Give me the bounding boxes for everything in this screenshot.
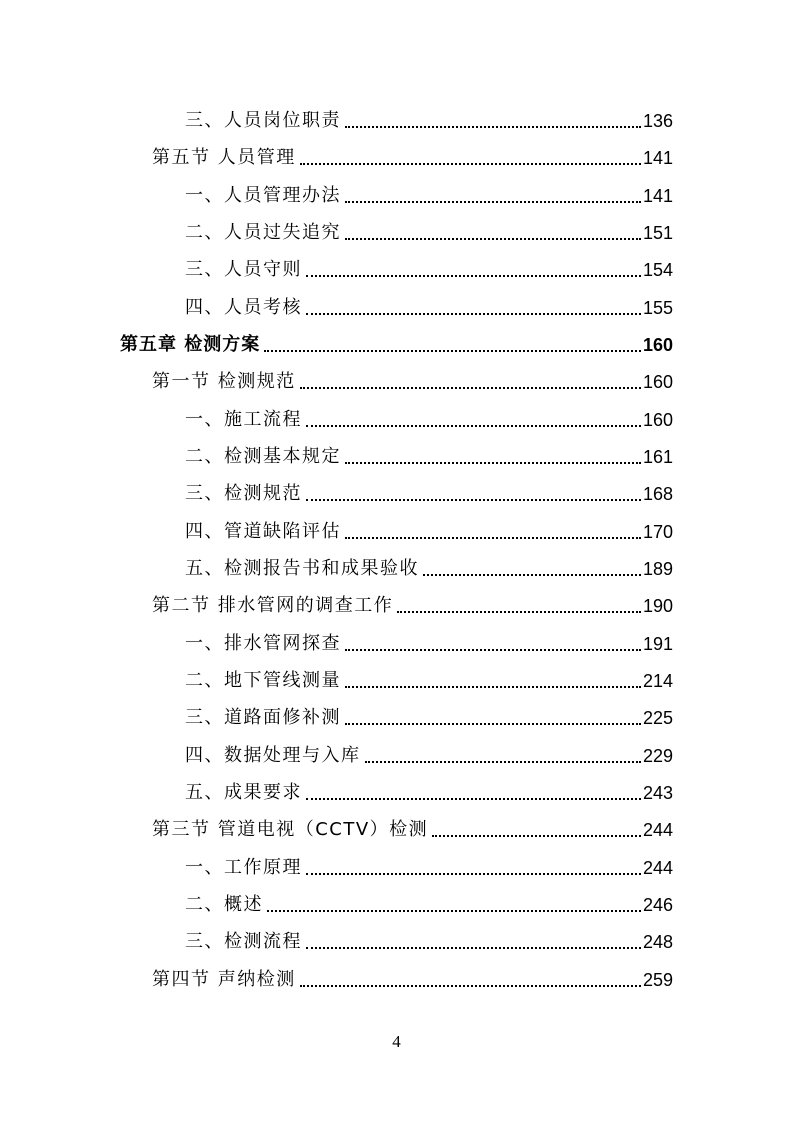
toc-leader-dots <box>345 448 641 464</box>
toc-leader-dots <box>345 224 641 240</box>
toc-entry[interactable] <box>185 627 673 655</box>
toc-leader-dots <box>306 859 641 875</box>
toc-entry-label: 三、人员守则 <box>185 259 302 280</box>
toc-entry[interactable] <box>185 440 673 468</box>
toc-entry-label: 一、工作原理 <box>185 857 302 878</box>
toc-entry[interactable] <box>185 291 673 319</box>
toc-entry[interactable] <box>185 701 673 729</box>
toc-entry[interactable] <box>185 104 673 132</box>
toc-leader-dots <box>306 485 641 501</box>
toc-entry-page: 168 <box>642 484 673 504</box>
page-number: 4 <box>392 1032 401 1051</box>
toc-entry-page: 191 <box>642 634 673 654</box>
toc-entry[interactable] <box>185 739 673 767</box>
toc-entry-page: 248 <box>642 932 673 952</box>
toc-entry-page: 214 <box>642 671 673 691</box>
toc-entry-label: 第二节 排水管网的调查工作 <box>152 595 394 616</box>
toc-entry-page: 141 <box>642 148 673 168</box>
toc-entry[interactable] <box>185 403 673 431</box>
toc-leader-dots <box>365 747 641 763</box>
toc-entry[interactable] <box>185 515 673 543</box>
toc-entry[interactable] <box>185 179 673 207</box>
toc-leader-dots <box>264 336 641 352</box>
toc-leader-dots <box>345 523 641 539</box>
toc-entry[interactable] <box>185 888 673 916</box>
toc-entry-page: 244 <box>642 820 673 840</box>
toc-entry-label: 三、检测流程 <box>185 931 302 952</box>
toc-entry-page: 243 <box>642 783 673 803</box>
toc-entry-label: 二、地下管线测量 <box>185 670 341 691</box>
toc-entry[interactable] <box>152 365 673 393</box>
toc-leader-dots <box>300 373 641 389</box>
toc-leader-dots <box>345 672 641 688</box>
toc-entry-page: 151 <box>642 223 673 243</box>
toc-entry-page: 190 <box>642 596 673 616</box>
toc-leader-dots <box>432 821 641 837</box>
toc-leader-dots <box>300 149 641 165</box>
toc-entry-page: 160 <box>642 335 673 355</box>
toc-entry-page: 225 <box>642 708 673 728</box>
toc-entry-page: 259 <box>642 970 673 990</box>
toc-entry-label: 四、人员考核 <box>185 297 302 318</box>
toc-entry-page: 160 <box>642 410 673 430</box>
toc-entry-label: 第五章 检测方案 <box>120 334 261 355</box>
toc-entry[interactable] <box>152 963 673 991</box>
toc-leader-dots <box>306 933 641 949</box>
toc-entry-label: 四、数据处理与入库 <box>185 745 361 766</box>
toc-entry-label: 二、概述 <box>185 894 263 915</box>
toc-entry-label: 三、道路面修补测 <box>185 707 341 728</box>
toc-entry-label: 第四节 声纳检测 <box>152 969 296 990</box>
toc-leader-dots <box>345 112 641 128</box>
toc-entry-label: 三、人员岗位职责 <box>185 110 341 131</box>
toc-leader-dots <box>267 896 641 912</box>
toc-leader-dots <box>345 187 641 203</box>
toc-entry-label: 一、排水管网探查 <box>185 633 341 654</box>
toc-leader-dots <box>423 560 641 576</box>
toc-entry-page: 246 <box>642 895 673 915</box>
toc-entry[interactable] <box>185 216 673 244</box>
toc-entry-page: 170 <box>642 522 673 542</box>
toc-entry-page: 155 <box>642 298 673 318</box>
toc-entry[interactable] <box>185 552 673 580</box>
toc-entry-page: 141 <box>642 186 673 206</box>
toc-entry-page: 160 <box>642 372 673 392</box>
toc-leader-dots <box>306 299 641 315</box>
toc-entry[interactable] <box>185 851 673 879</box>
toc-entry[interactable] <box>185 925 673 953</box>
toc-entry-label: 三、检测规范 <box>185 483 302 504</box>
toc-entry[interactable] <box>152 589 673 617</box>
toc-leader-dots <box>345 709 641 725</box>
toc-entry-page: 229 <box>642 746 673 766</box>
toc-entry-label: 第三节 管道电视（CCTV）检测 <box>152 819 429 840</box>
toc-leader-dots <box>306 261 641 277</box>
toc-entry-label: 第五节 人员管理 <box>152 147 296 168</box>
toc-entry-label: 四、管道缺陷评估 <box>185 521 341 542</box>
toc-entry-page: 154 <box>642 260 673 280</box>
toc-entry[interactable] <box>185 664 673 692</box>
toc-entry[interactable] <box>152 141 673 169</box>
toc-entry-page: 244 <box>642 858 673 878</box>
toc-entry-label: 二、人员过失追究 <box>185 222 341 243</box>
toc-entry-label: 一、人员管理办法 <box>185 185 341 206</box>
toc-leader-dots <box>306 411 641 427</box>
toc-entry-page: 189 <box>642 559 673 579</box>
toc-leader-dots <box>306 784 641 800</box>
toc-entry-label: 一、施工流程 <box>185 409 302 430</box>
toc-entry-page: 161 <box>642 447 673 467</box>
toc-entry-label: 二、检测基本规定 <box>185 446 341 467</box>
toc-entry-label: 五、成果要求 <box>185 782 302 803</box>
toc-entry-page: 136 <box>642 111 673 131</box>
toc-entry[interactable] <box>185 477 673 505</box>
toc-chapter-entry[interactable] <box>120 328 673 356</box>
toc-entry-label: 五、检测报告书和成果验收 <box>185 558 419 579</box>
toc-entry-label: 第一节 检测规范 <box>152 371 296 392</box>
toc-entry[interactable] <box>185 776 673 804</box>
toc-entry[interactable] <box>152 813 673 841</box>
toc-entry[interactable] <box>185 253 673 281</box>
toc-leader-dots <box>397 597 641 613</box>
toc-leader-dots <box>300 971 641 987</box>
toc-leader-dots <box>345 635 641 651</box>
